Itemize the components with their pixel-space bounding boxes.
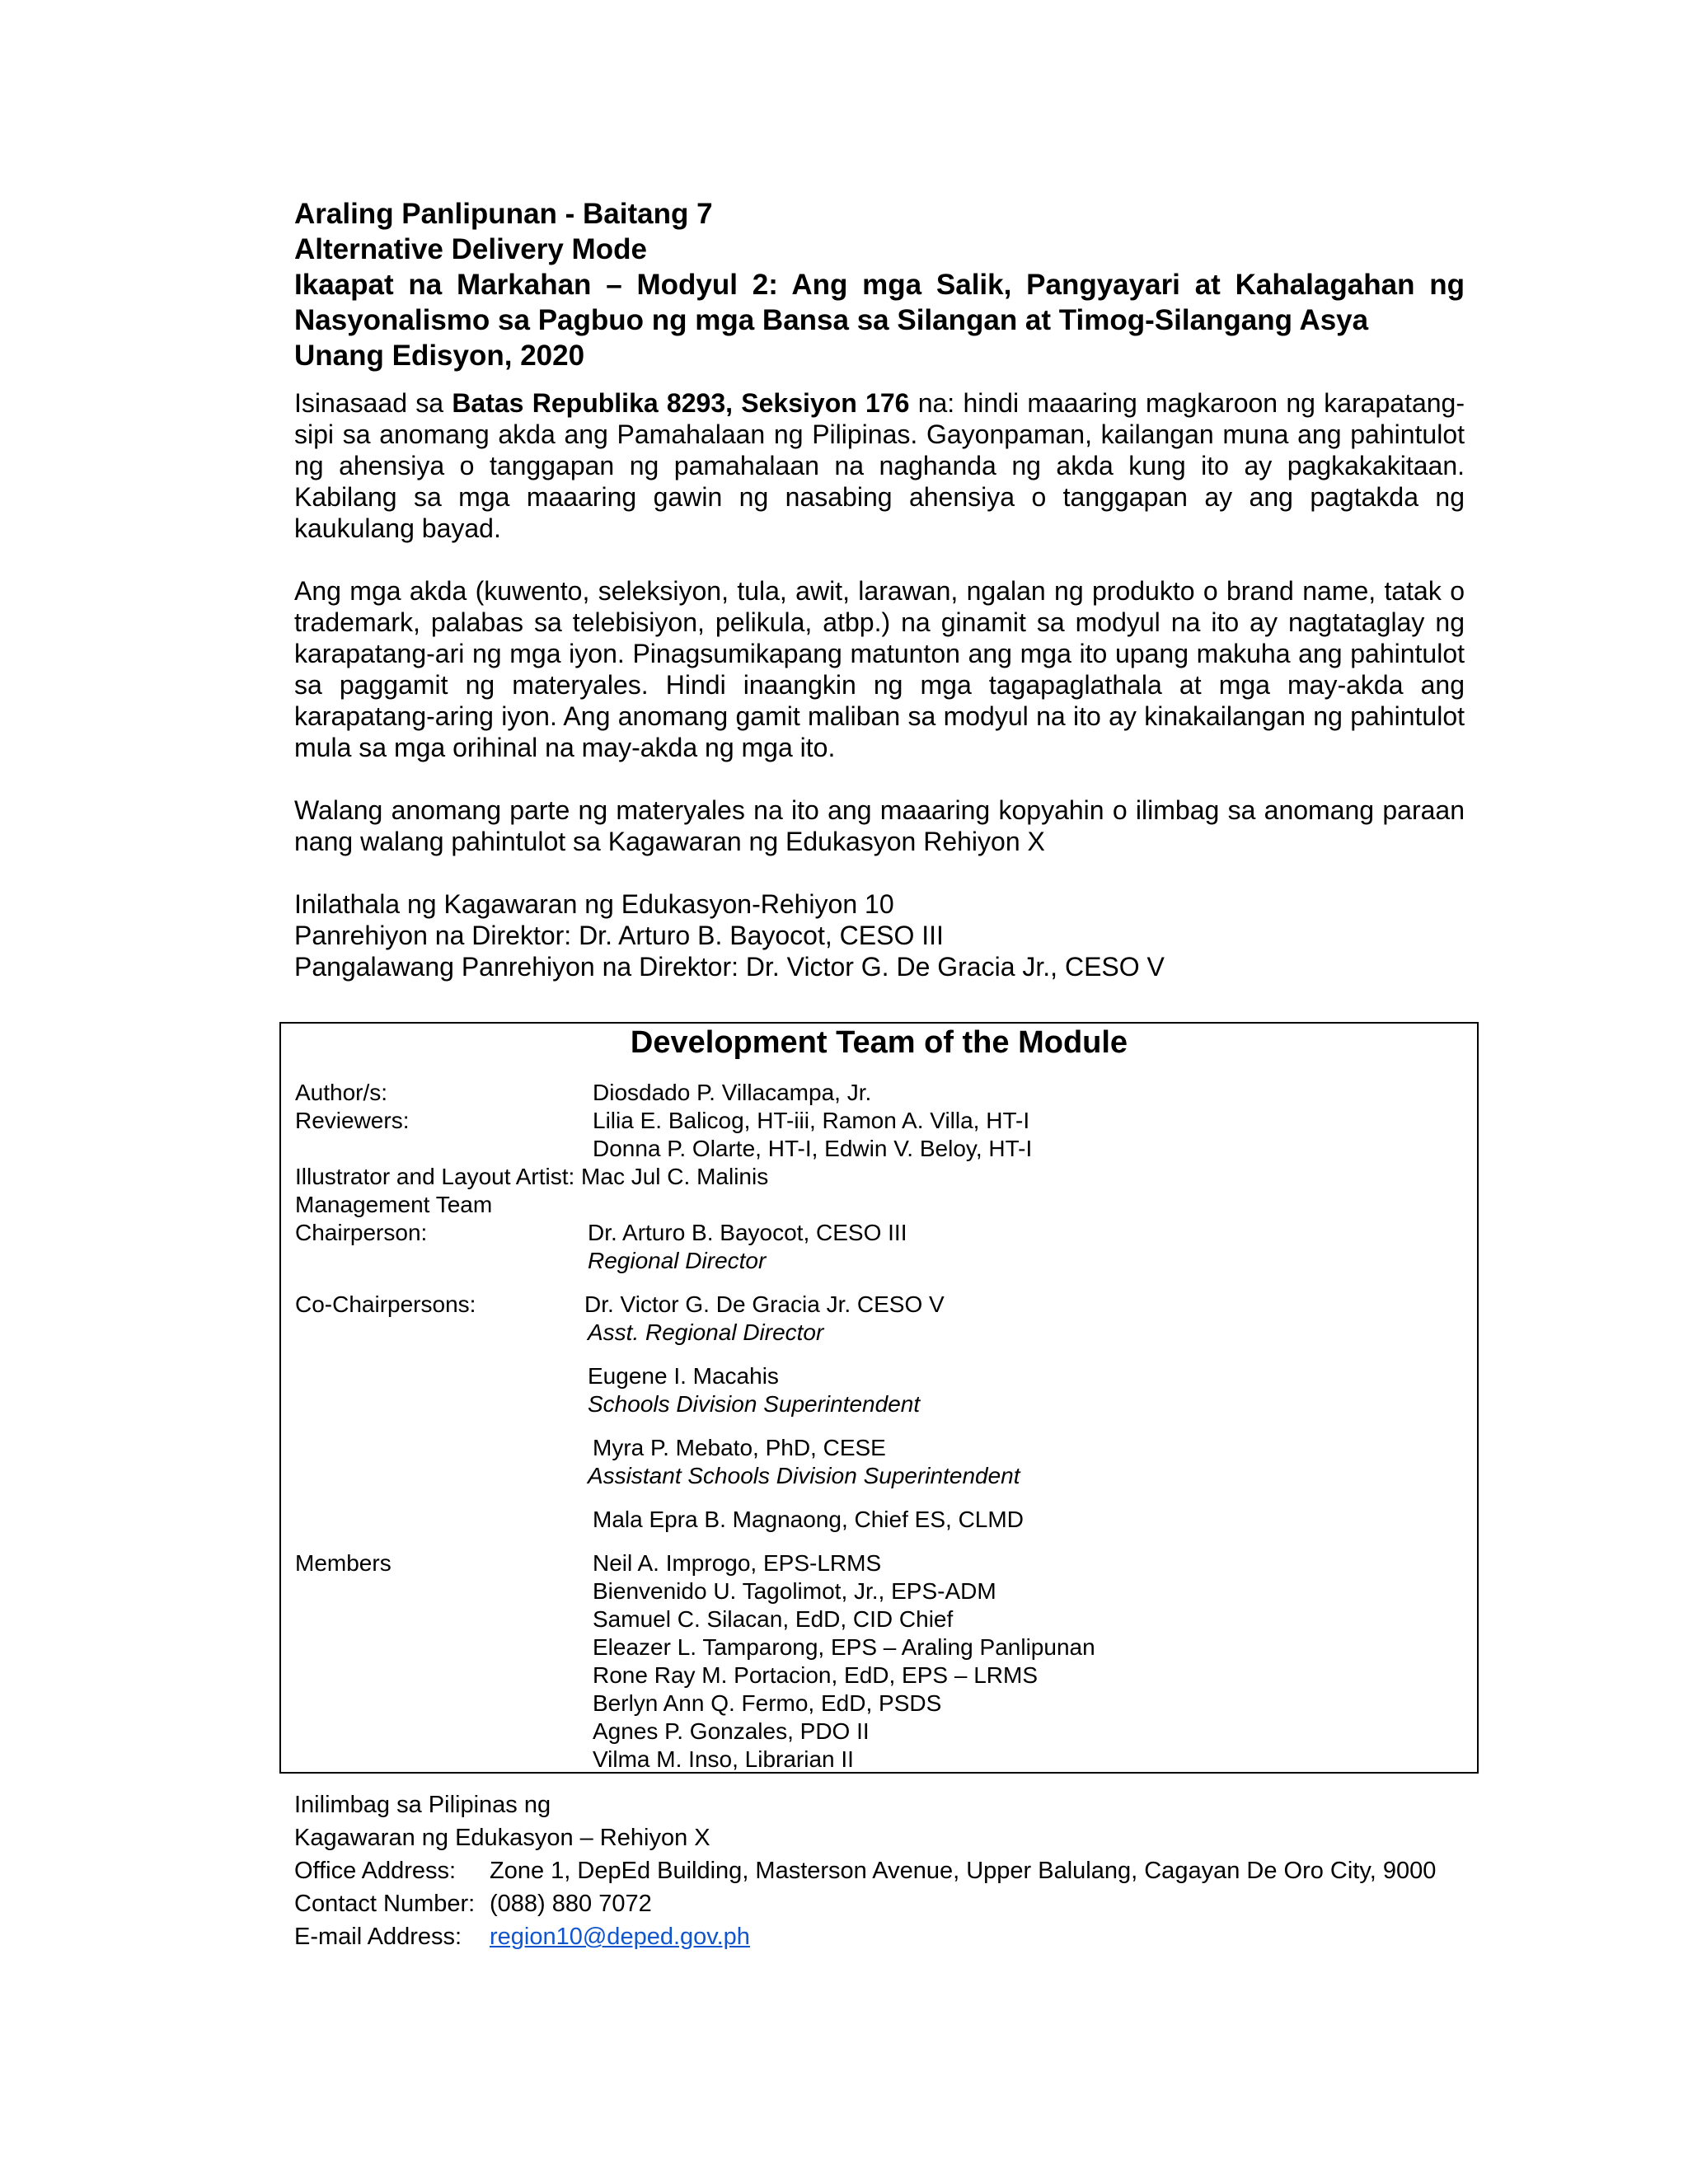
illustrator-line: Illustrator and Layout Artist: Mac Jul C. Malinis [295,1164,769,1189]
cochair-title: Schools Division Superintendent [588,1391,921,1417]
copyright-p1-rest: na: hindi maaaring magkaroon ng karapatang-sipi sa anomang akda ang Pamahalaan ng Pilipinas. Gayonpaman, kailangan muna ang pahintulot ng ahensiya o tanggapan ng pamahalaan na naghanda ng akda kung ito ay pagkakakitaan. Kabilang sa mga maaaring gawin ng nasabing ahensiya o tanggapan ay ang pagtakda ng kaukulang bayad. [294,388,1465,543]
printed-in-text: Inilimbag sa Pilipinas ng [294,1792,551,1818]
publisher-info [294,888,1465,982]
front-matter [294,196,1465,982]
chairperson-label: Chairperson: [295,1220,428,1245]
member-name: Neil A. Improgo, EPS-LRMS [593,1550,882,1576]
member-name: Bienvenido U. Tagolimot, Jr., EPS-ADM [593,1578,996,1604]
publisher-line: Inilathala ng Kagawaran ng Edukasyon-Rehiyon 10 [294,889,894,919]
assistant-director-line: Pangalawang Panrehiyon na Direktor: Dr. Victor G. De Gracia Jr., CESO V [294,952,1165,982]
member-name: Rone Ray M. Portacion, EdD, EPS – LRMS [593,1662,1038,1688]
copyright-paragraph-2: Ang mga akda (kuwento, seleksiyon, tula, awit, larawan, ngalan ng produkto o brand name, tatak o trademark, palabas sa telebisiyon, pelikula, atbp.) na ginamit sa modyul na ito ay nagtataglay ng karapatang-ari ng mga iyon. Pinagsumikapang matunton ang mga ito upang makuha ang pahintulot sa paggamit ng materyales. Hindi inaangkin ng mga tagapaglathala at mga may-akda ang karapatang-aring iyon. Ang anomang gamit maliban sa modyul na ito ay kinakailangan ng pahintulot mula sa mga orihinal na may-akda ng mga ito. [294,576,1465,762]
copyright-paragraph-1 [294,387,1465,544]
copyright-p1-prefix: Isinasaad sa [294,388,452,418]
members-label: Members [295,1550,392,1576]
printer-text: Kagawaran ng Edukasyon – Rehiyon X [294,1825,710,1851]
chairperson-name: Dr. Arturo B. Bayocot, CESO III [588,1220,907,1245]
email-link[interactable]: region10@deped.gov.ph [490,1924,750,1950]
edition: Unang Edisyon, 2020 [294,340,585,372]
cochair-title: Assistant Schools Division Superintendent [588,1463,1020,1488]
office-address-value: Zone 1, DepEd Building, Masterson Avenue, Upper Balulang, Cagayan De Oro City, 9000 [490,1858,1437,1884]
member-name: Vilma M. Inso, Librarian II [593,1746,854,1772]
authors-label: Author/s: [295,1080,388,1105]
reviewers-value: Lilia E. Balicog, HT-iii, Ramon A. Villa, HT-I [593,1108,1030,1133]
email-label: E-mail Address: [294,1924,462,1950]
authors-value: Diosdado P. Villacampa, Jr. [593,1080,872,1105]
management-label: Management Team [295,1192,493,1217]
subject-grade: Araling Panlipunan - Baitang 7 [294,198,713,230]
cochair-name: Mala Epra B. Magnaong, Chief ES, CLMD [593,1507,1024,1532]
member-name: Berlyn Ann Q. Fermo, EdD, PSDS [593,1690,942,1716]
office-address-label: Office Address: [294,1858,457,1884]
cochairpersons-label: Co-Chairpersons: [295,1291,476,1317]
cochair-name: Myra P. Mebato, PhD, CESE [593,1435,886,1460]
member-name: Samuel C. Silacan, EdD, CID Chief [593,1606,954,1632]
chairperson-title: Regional Director [588,1248,767,1273]
delivery-mode: Alternative Delivery Mode [294,233,647,265]
copyright-paragraph-3: Walang anomang parte ng materyales na ito ang maaaring kopyahin o ilimbag sa anomang paraan nang walang pahintulot sa Kagawaran ng Edukasyon Rehiyon X [294,795,1465,856]
member-name: Eleazer L. Tamparong, EPS – Araling Panlipunan [593,1634,1095,1660]
law-reference: Batas Republika 8293, Seksiyon 176 [452,388,910,418]
development-team-box [279,1022,1479,1774]
reviewers-value-2: Donna P. Olarte, HT-I, Edwin V. Beloy, HT-I [593,1136,1033,1161]
member-name: Agnes P. Gonzales, PDO II [593,1718,870,1744]
module-heading [294,196,1465,373]
module-title: Ikaapat na Markahan – Modyul 2: Ang mga Salik, Pangyayari at Kahalagahan ng Nasyonalismo sa Pagbuo ng mga Bansa sa Silangan at Timog-Silangang Asya [294,269,1465,336]
cochair-name: Eugene I. Macahis [588,1363,779,1389]
contact-number-label: Contact Number: [294,1891,476,1917]
regional-director-line: Panrehiyon na Direktor: Dr. Arturo B. Bayocot, CESO III [294,921,944,950]
cochair-name: Dr. Victor G. De Gracia Jr. CESO V [584,1291,945,1317]
contact-number-value: (088) 880 7072 [490,1891,652,1917]
reviewers-label: Reviewers: [295,1108,410,1133]
team-title: Development Team of the Module [630,1025,1128,1060]
cochair-title: Asst. Regional Director [588,1319,824,1345]
